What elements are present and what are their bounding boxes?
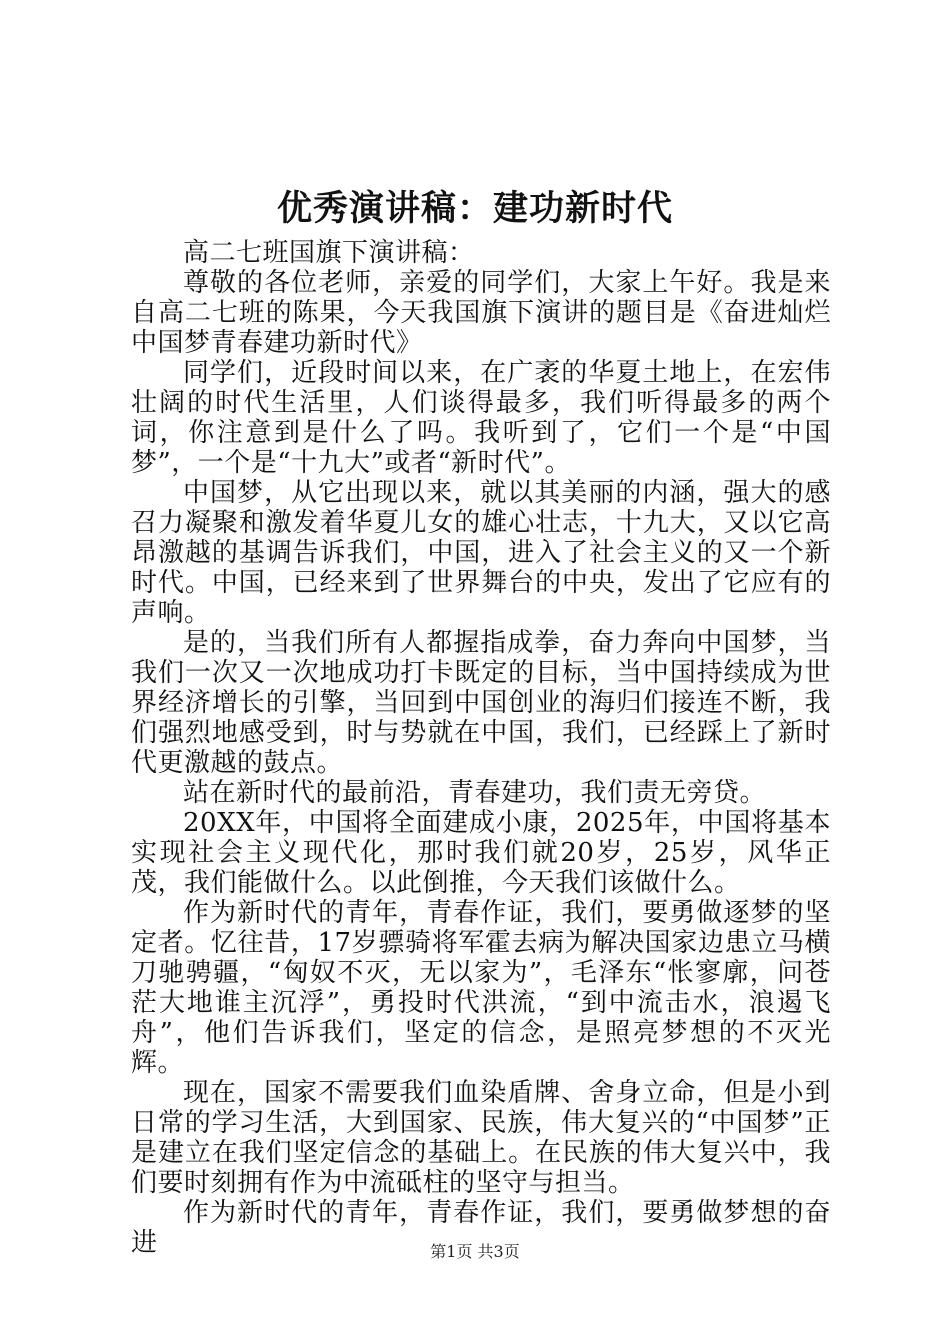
paragraph: 中国梦，从它出现以来，就以其美丽的内涵，强大的感召力凝聚和激发着华夏儿女的雄心壮志，十九大，又以它高昂激越的基调告诉我们，中国，进入了社会主义的又一个新时代。中国，已经来到了世界舞台的中央，发出了它应有的声响。 [131,478,831,628]
paragraph: 作为新时代的青年，青春作证，我们，要勇做逐梦的坚定者。忆往昔，17岁骠骑将军霍去病为解决国家边患立马横刀驰骋疆，“匈奴不灭，无以家为”，毛泽东“怅寥廓，问苍茫大地谁主沉浮”，勇投时代洪流，“到中流击水，浪遏飞舟”，他们告诉我们，坚定的信念，是照亮梦想的不灭光辉。 [131,898,831,1078]
document-title: 优秀演讲稿：建功新时代 [276,188,673,229]
page-footer: 第1页 共3页 [430,1242,520,1261]
paragraph: 高二七班国旗下演讲稿： [183,238,475,268]
paragraph: 作为新时代的青年，青春作证，我们，要勇做梦想的奋进 [131,1198,831,1258]
paragraph: 尊敬的各位老师，亲爱的同学们，大家上午好。我是来自高二七班的陈果，今天我国旗下演讲的题目是《奋进灿烂中国梦青春建功新时代》 [131,268,831,358]
paragraph: 站在新时代的最前沿，青春建功，我们责无旁贷。 [183,778,767,808]
document-body [131,238,831,1258]
paragraph: 现在，国家不需要我们血染盾牌、舍身立命，但是小到日常的学习生活，大到国家、民族，伟大复兴的“中国梦”正是建立在我们坚定信念的基础上。在民族的伟大复兴中，我们要时刻拥有作为中流砥柱的坚守与担当。 [131,1078,831,1198]
paragraph: 20XX年，中国将全面建成小康，2025年，中国将基本实现社会主义现代化，那时我们就20岁，25岁，风华正茂，我们能做什么。以此倒推，今天我们该做什么。 [131,808,831,898]
paragraph: 是的，当我们所有人都握指成拳，奋力奔向中国梦，当我们一次又一次地成功打卡既定的目标，当中国持续成为世界经济增长的引擎，当回到中国创业的海归们接连不断，我们强烈地感受到，时与势就在中国，我们，已经踩上了新时代更激越的鼓点。 [131,628,831,778]
paragraph: 同学们，近段时间以来，在广袤的华夏土地上，在宏伟壮阔的时代生活里，人们谈得最多，我们听得最多的两个词，你注意到是什么了吗。我听到了，它们一个是“中国梦”，一个是“十九大”或者“新时代”。 [131,358,831,478]
